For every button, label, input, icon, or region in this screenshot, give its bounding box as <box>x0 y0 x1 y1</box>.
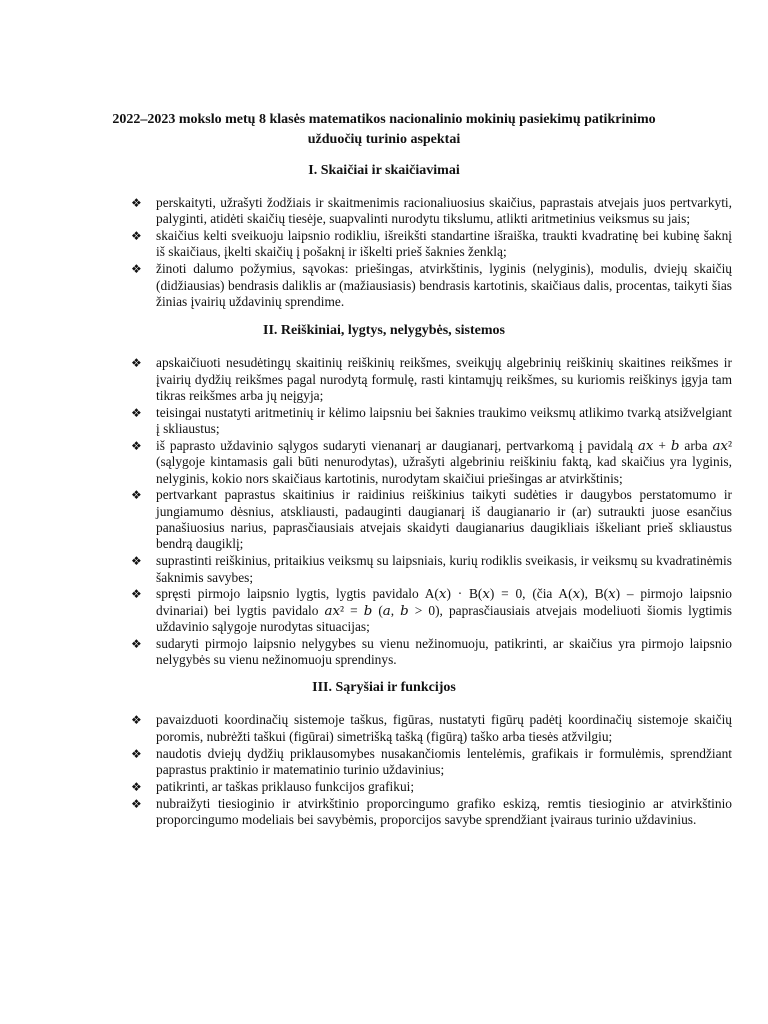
list-item: ❖ suprastinti reiškinius, pritaikius veiksmų su laipsniais, kurių rodiklis sveikasis, ir veiksmų su kvadratinėmis šaknimis savybes; <box>131 553 732 585</box>
diamond-bullet-icon: ❖ <box>131 488 142 503</box>
diamond-bullet-icon: ❖ <box>131 405 142 420</box>
diamond-bullet-icon: ❖ <box>131 587 142 602</box>
list-item: ❖ sudaryti pirmojo laipsnio nelygybes su vienu nežinomuoju, patikrinti, ar skaičius yra pirmojo laipsnio nelygybės su vienu nežinomuoju sprendinys. <box>131 635 732 668</box>
list-item: ❖ perskaityti, užrašyti žodžiais ir skaitmenimis racionaliuosius skaičius, paprastais atvejais juos pertvarkyti, palyginti, atidėti skaičių tiesėje, suapvalinti nurodytu tikslumu, atlikti aritmetinius veiksmus su jais; <box>131 195 732 227</box>
diamond-bullet-icon: ❖ <box>131 713 142 728</box>
diamond-bullet-icon: ❖ <box>131 636 142 651</box>
section-1-list <box>0 195 732 310</box>
document-title <box>79 110 689 150</box>
diamond-bullet-icon: ❖ <box>131 746 142 761</box>
diamond-bullet-icon: ❖ <box>131 356 142 371</box>
diamond-bullet-icon: ❖ <box>131 796 142 811</box>
list-item: ❖ naudotis dviejų dydžių priklausomybes nusakančiomis lentelėmis, grafikais ir formulėmis, sprendžiant paprastus praktinio ir matematinio turinio uždavinius; <box>131 745 732 777</box>
list-item: ❖ teisingai nustatyti aritmetinių ir kėlimo laipsniu bei šaknies traukimo veiksmų atlikimo tvarką atsižvelgiant į skliaustus; <box>131 404 732 437</box>
section-2-list <box>0 355 732 668</box>
diamond-bullet-icon: ❖ <box>131 196 142 210</box>
document-title-line-2: užduočių turinio aspektai <box>307 132 461 147</box>
list-item: ❖ apskaičiuoti nesudėtingų skaitinių reiškinių reikšmes, sveikųjų algebrinių reiškinių skaitines reikšmes ir įvairių dydžių reikšmes pagal nurodytą formulę, rasti kintamųjų reikšmes, su kuriomis reiškinys įgyja tam tikras reikšmes arba jų neįgyja; <box>131 355 732 403</box>
diamond-bullet-icon: ❖ <box>131 779 142 794</box>
list-item: ❖ pertvarkant paprastus skaitinius ir raidinius reiškinius taikyti sudėties ir daugybos perstatomumo ir jungiamumo dėsnius, atskliausti, padauginti daugianarį iš daugianario ir (ar) sutraukti juose esančius panašiuosius narius, paprasčiausiais atvejais skaidyti daugianarius daugikliais iškeliant prieš skliaustus bendrą daugiklį; <box>131 487 732 552</box>
list-item: ❖ patikrinti, ar taškas priklauso funkcijos grafikui; <box>131 778 415 794</box>
section-heading-2: II. Reiškiniai, lygtys, nelygybės, sistemos <box>263 323 505 339</box>
document-title-line-1: 2022–2023 mokslo metų 8 klasės matematikos nacionalinio mokinių pasiekimų patikrinimo <box>112 112 656 127</box>
section-heading-1: I. Skaičiai ir skaičiavimai <box>308 163 460 178</box>
list-item: ❖ iš paprasto uždavinio sąlygos sudaryti vienanarį ar daugianarį, pertvarkomą į pavidalą 𝑎𝑥 + 𝑏 arba 𝑎𝑥² (sąlygoje kintamasis gali būti nenurodytas), užrašyti algebriniu reiškiniu faktą, kad skaičius yra lyginis, nelyginis, kokio nors skaičiaus kartotinis, nurodytam skaičiui priešingas ar atvirkštinis; <box>131 437 732 486</box>
section-3-list <box>0 712 732 828</box>
list-item: ❖ nubraižyti tiesioginio ir atvirkštinio proporcingumo grafiko eskizą, remtis tiesioginio ar atvirkštinio proporcingumo modeliais bei savybėmis, proporcijos savybe sprendžiant įvairaus turinio uždavinius. <box>131 795 732 828</box>
diamond-bullet-icon: ❖ <box>131 554 142 569</box>
list-item: ❖ spręsti pirmojo laipsnio lygtis, lygtis pavidalo A(𝑥) · B(𝑥) = 0, (čia A(𝑥), B(𝑥) – pirmojo laipsnio dvinariai) bei lygtis pavidalo 𝑎𝑥² = 𝑏 (𝑎, 𝑏 > 0), paprasčiausiais atvejais modeliuoti šiomis lygtimis uždavinio sąlygoje nurodytas situacijas; <box>131 586 732 634</box>
list-item: ❖ skaičius kelti sveikuoju laipsnio rodikliu, išreikšti standartine išraiška, traukti kvadratinę bei kubinę šaknį iš skaičiaus, įkelti skaičių į pošaknį ir iškelti prieš šaknies ženklą; <box>131 228 732 260</box>
list-item: ❖ pavaizduoti koordinačių sistemoje taškus, figūras, nustatyti figūrų padėtį koordinačių sistemoje skaičių poromis, nubrėžti taškui (figūrai) simetrišką tašką (figūrą) taško arba tiesės atžvilgiu; <box>131 712 732 744</box>
diamond-bullet-icon: ❖ <box>131 438 142 453</box>
section-heading-3: III. Sąryšiai ir funkcijos <box>312 680 456 696</box>
list-item: ❖ žinoti dalumo požymius, sąvokas: priešingas, atvirkštinis, lyginis (nelyginis), modulis, dviejų skaičių (didžiausias) bendrasis daliklis ar (mažiausiasis) bendrasis kartotinis, skaičiaus dalis, procentas, taikyti šias žinias įvairių uždavinių sprendime. <box>131 261 732 309</box>
diamond-bullet-icon: ❖ <box>131 229 142 244</box>
diamond-bullet-icon: ❖ <box>131 262 142 277</box>
